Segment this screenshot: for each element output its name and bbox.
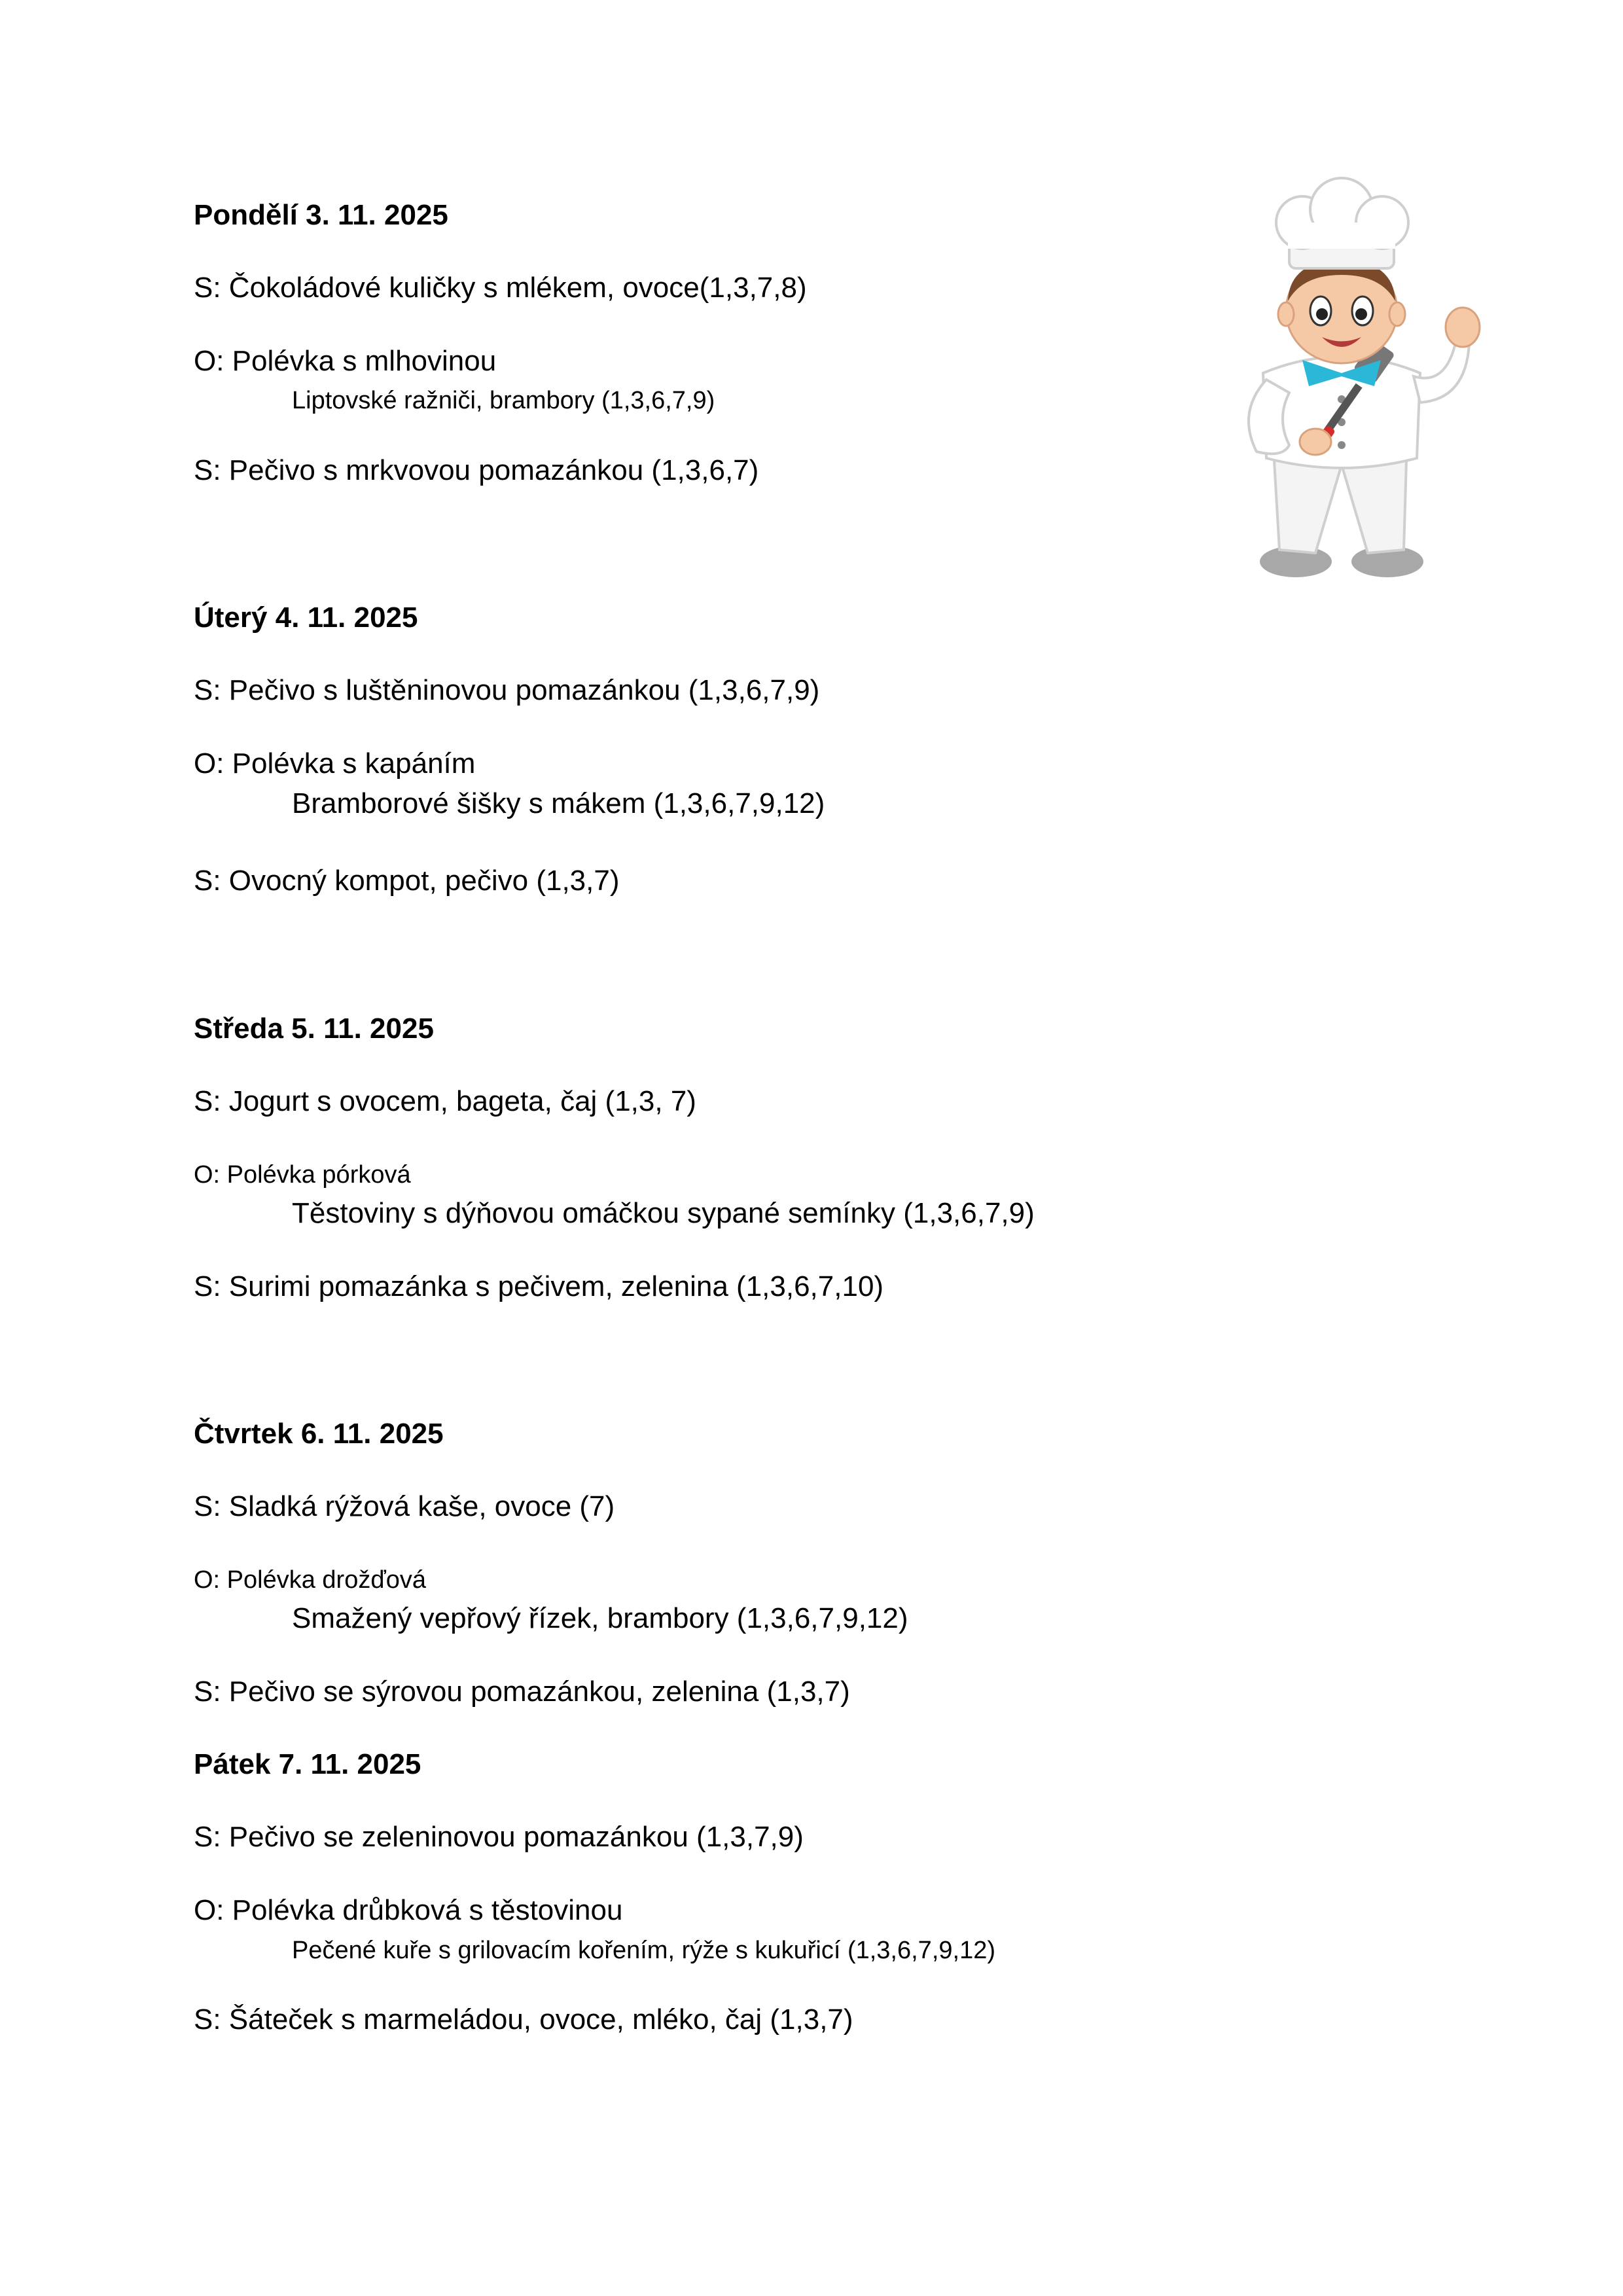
day-title-monday: Pondělí 3. 11. 2025: [194, 199, 448, 231]
day-title-wednesday: Středa 5. 11. 2025: [194, 1013, 434, 1045]
lunch-main-monday: Liptovské ražniči, brambory (1,3,6,7,9): [292, 387, 715, 414]
day-title-tuesday: Úterý 4. 11. 2025: [194, 601, 418, 634]
lunch-main-thursday: Smažený vepřový řízek, brambory (1,3,6,7,9,12): [292, 1602, 908, 1634]
chef-cartoon-icon: [1211, 177, 1492, 602]
snack-am-friday: S: Pečivo se zeleninovou pomazánkou (1,3,7,9): [194, 1821, 804, 1853]
snack-pm-monday: S: Pečivo s mrkvovou pomazánkou (1,3,6,7): [194, 454, 759, 486]
snack-pm-tuesday: S: Ovocný kompot, pečivo (1,3,7): [194, 865, 620, 897]
snack-pm-thursday: S: Pečivo se sýrovou pomazánkou, zelenina (1,3,7): [194, 1676, 850, 1708]
lunch-main-friday: Pečené kuře s grilovacím kořením, rýže s kukuřicí (1,3,6,7,9,12): [292, 1937, 995, 1964]
lunch-main-wednesday: Těstoviny s dýňovou omáčkou sypané semínky (1,3,6,7,9): [292, 1197, 1035, 1229]
lunch-soup-tuesday: O: Polévka s kapáním: [194, 747, 476, 780]
day-title-thursday: Čtvrtek 6. 11. 2025: [194, 1418, 444, 1450]
lunch-soup-thursday: O: Polévka drožďová: [194, 1566, 426, 1594]
day-title-friday: Pátek 7. 11. 2025: [194, 1748, 421, 1780]
snack-pm-friday: S: Šáteček s marmeládou, ovoce, mléko, čaj (1,3,7): [194, 2003, 853, 2036]
snack-am-tuesday: S: Pečivo s luštěninovou pomazánkou (1,3,6,7,9): [194, 674, 820, 706]
snack-am-thursday: S: Sladká rýžová kaše, ovoce (7): [194, 1490, 615, 1522]
lunch-soup-wednesday: O: Polévka pórková: [194, 1161, 411, 1189]
snack-am-wednesday: S: Jogurt s ovocem, bageta, čaj (1,3, 7): [194, 1085, 696, 1117]
snack-am-monday: S: Čokoládové kuličky s mlékem, ovoce(1,3,7,8): [194, 272, 807, 304]
lunch-soup-friday: O: Polévka drůbková s těstovinou: [194, 1894, 623, 1926]
lunch-soup-monday: O: Polévka s mlhovinou: [194, 345, 497, 377]
lunch-main-tuesday: Bramborové šišky s mákem (1,3,6,7,9,12): [292, 787, 825, 819]
snack-pm-wednesday: S: Surimi pomazánka s pečivem, zelenina (1,3,6,7,10): [194, 1270, 884, 1302]
